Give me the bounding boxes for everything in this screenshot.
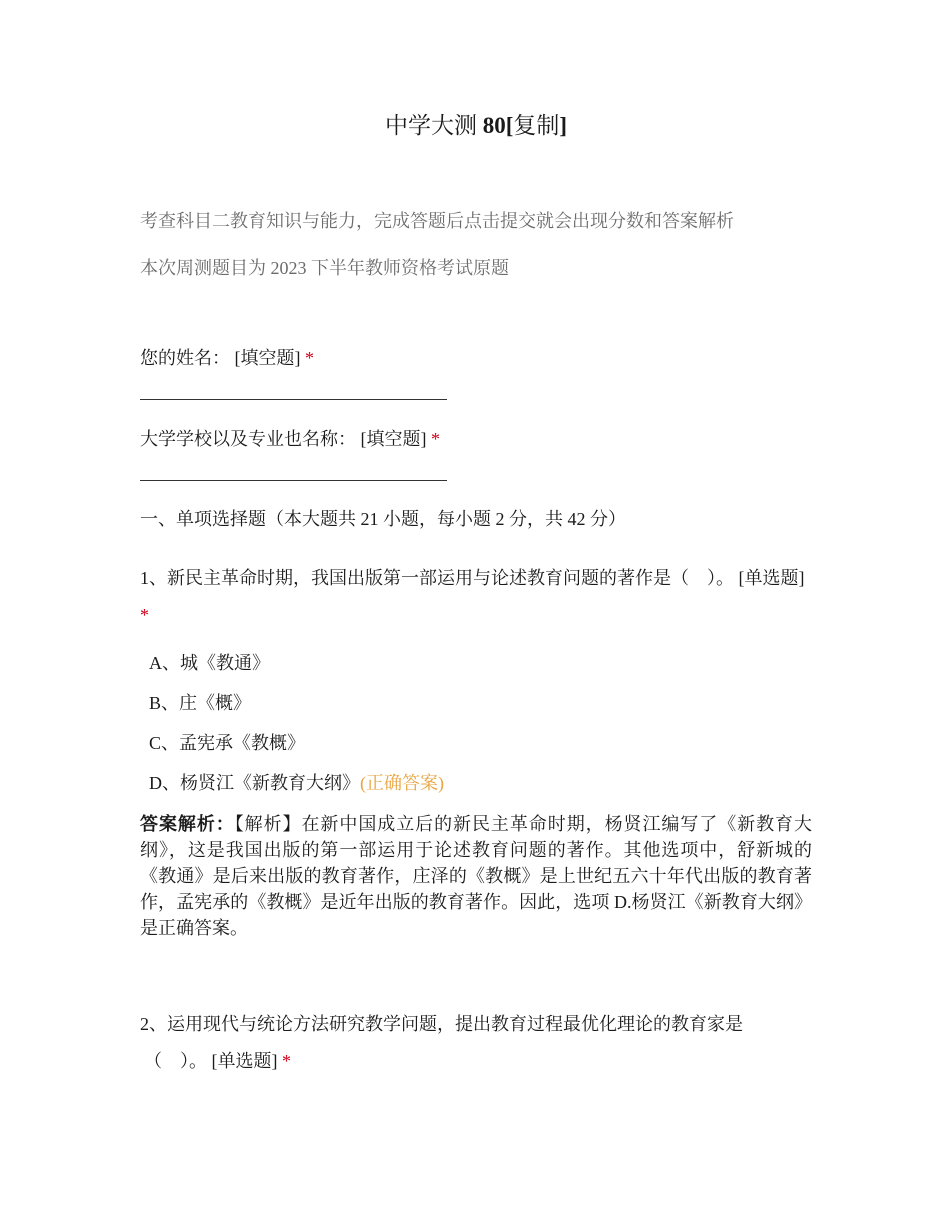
school-field-label — [140, 427, 440, 451]
correct-answer-tag: (正确答案) — [360, 773, 444, 793]
option-c-label: C、孟宪承《教概》 — [149, 733, 306, 753]
name-field-label — [140, 346, 314, 370]
analysis-text: 【解析】在新中国成立后的新民主革命时期，杨贤江编写了《新教育大纲》，这是我国出版的第一部运用于论述教育问题的著作。其他选项中，舒新城的《教通》是后来出版的教育著作，庄泽的《教概》是上世纪五六十年代出版的教育著作，孟宪承的《教概》是近年出版的教育著作。因此，选项 D.杨贤江《新教育大纲》是正确答案。 — [140, 814, 813, 938]
question-1-text — [140, 560, 812, 634]
required-mark: * — [282, 1051, 291, 1071]
question-1-option-d[interactable] — [149, 771, 444, 795]
survey-title — [140, 111, 812, 141]
option-d-label: D、杨贤江《新教育大纲》 — [149, 773, 360, 793]
name-field-type: [填空题] — [234, 348, 301, 368]
question-1-analysis — [140, 811, 812, 941]
title-number: 80[ — [482, 113, 514, 138]
school-input[interactable] — [140, 480, 447, 481]
required-mark: * — [140, 605, 149, 625]
required-mark: * — [431, 429, 440, 449]
question-1-option-a[interactable] — [149, 651, 270, 675]
description-line-2: 本次周测题目为 2023 下半年教师资格考试原题 — [140, 258, 509, 278]
required-mark: * — [305, 348, 314, 368]
section-heading: 一、单项选择题（本大题共 21 小题，每小题 2 分，共 42 分） — [140, 509, 626, 529]
name-label-text: 您的姓名： — [140, 348, 230, 368]
school-field-type: [填空题] — [360, 429, 427, 449]
school-label-text: 大学学校以及专业也名称： — [140, 429, 356, 449]
analysis-label: 答案解析： — [140, 814, 235, 834]
question-1-option-c[interactable] — [149, 731, 305, 755]
option-b-label: B、庄《概》 — [149, 693, 252, 713]
title-prefix: 中学大测 — [384, 113, 483, 138]
question-1-stem: 1、新民主革命时期，我国出版第一部运用与论述教育问题的著作是（ ）。 [单选题] — [140, 568, 805, 588]
question-1-option-b[interactable] — [149, 691, 251, 715]
question-2-text-line-2 — [144, 1049, 291, 1073]
description-line-1: 考查科目二教育知识与能力，完成答题后点击提交就会出现分数和答案解析 — [140, 211, 734, 231]
question-2-type: （ ）。 [单选题] — [144, 1051, 278, 1071]
option-a-label: A、城《教通》 — [149, 653, 270, 673]
question-2-text-line-1: 2、运用现代与统论方法研究教学问题，提出教育过程最优化理论的教育家是 — [140, 1014, 743, 1034]
title-bracket-end: ] — [559, 113, 568, 138]
title-copy-mark: 复制 — [513, 113, 560, 138]
name-input[interactable] — [140, 399, 447, 400]
